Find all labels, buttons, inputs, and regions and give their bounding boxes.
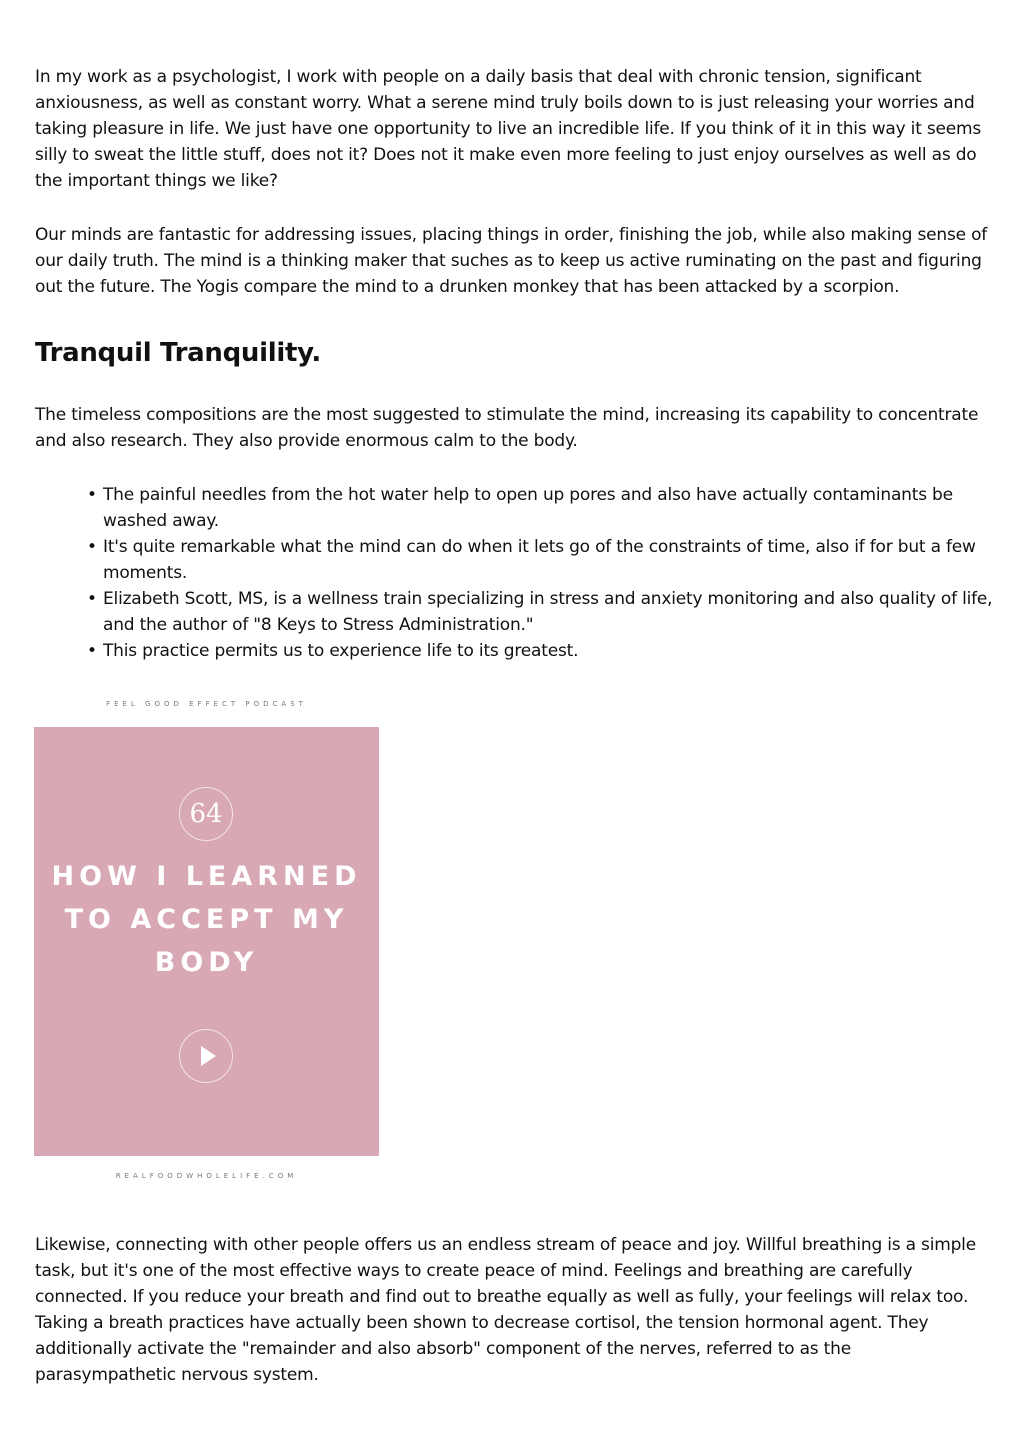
list-item: • This practice permits us to experience life to its greatest. (103, 638, 995, 664)
section-heading: Tranquil Tranquility. (35, 338, 321, 368)
bullet-list (35, 482, 995, 664)
paragraph-breathing: Likewise, connecting with other people offers us an endless stream of peace and joy. Willful breathing is a simple task, but it's one of the most effective ways to create peace of mind. Feelings and breathing are carefully connected. If you reduce your breath and find out to breathe equally as well as fully, your feelings will relax too. Taking a breath practices have actually been shown to decrease cortisol, the tension hormonal agent. They additionally activate the "remainder and also absorb" component of the nerves, referred to as the parasympathetic nervous system. (35, 1235, 976, 1385)
podcast-website-label: REALFOODWHOLELIFE.COM (115, 1172, 298, 1180)
podcast-promo-image (34, 696, 379, 1186)
paragraph-compositions: The timeless compositions are the most suggested to stimulate the mind, increasing its capability to concentrate and also research. They also provide enormous calm to the body. (35, 405, 979, 451)
list-item: • The painful needles from the hot water help to open up pores and also have actually contaminants be washed away. (103, 482, 995, 534)
paragraph-minds: Our minds are fantastic for addressing issues, placing things in order, finishing the job, while also making sense of our daily truth. The mind is a thinking maker that suches as to keep us active ruminating on the past and figuring out the future. The Yogis compare the mind to a drunken monkey that has been attacked by a scorpion. (35, 225, 988, 297)
podcast-episode-title: HOW I LEARNED TO ACCEPT MY BODY (51, 861, 362, 978)
episode-number-badge: 64 (179, 787, 233, 841)
play-icon (179, 1029, 233, 1083)
article-continuation (35, 1232, 995, 1388)
podcast-cover (34, 727, 379, 1156)
podcast-top-label: FEEL GOOD EFFECT PODCAST (106, 700, 307, 708)
article-body (35, 64, 995, 664)
list-item: • Elizabeth Scott, MS, is a wellness train specializing in stress and anxiety monitoring and also quality of life, and the author of "8 Keys to Stress Administration." (103, 586, 995, 638)
paragraph-intro: In my work as a psychologist, I work with people on a daily basis that deal with chronic tension, significant anxiousness, as well as constant worry. What a serene mind truly boils down to is just releasing your worries and taking pleasure in life. We just have one opportunity to live an incredible life. If you think of it in this way it seems silly to sweat the little stuff, does not it? Does not it make even more feeling to just enjoy ourselves as well as do the important things we like? (35, 67, 982, 191)
list-item: • It's quite remarkable what the mind can do when it lets go of the constraints of time, also if for but a few moments. (103, 534, 995, 586)
